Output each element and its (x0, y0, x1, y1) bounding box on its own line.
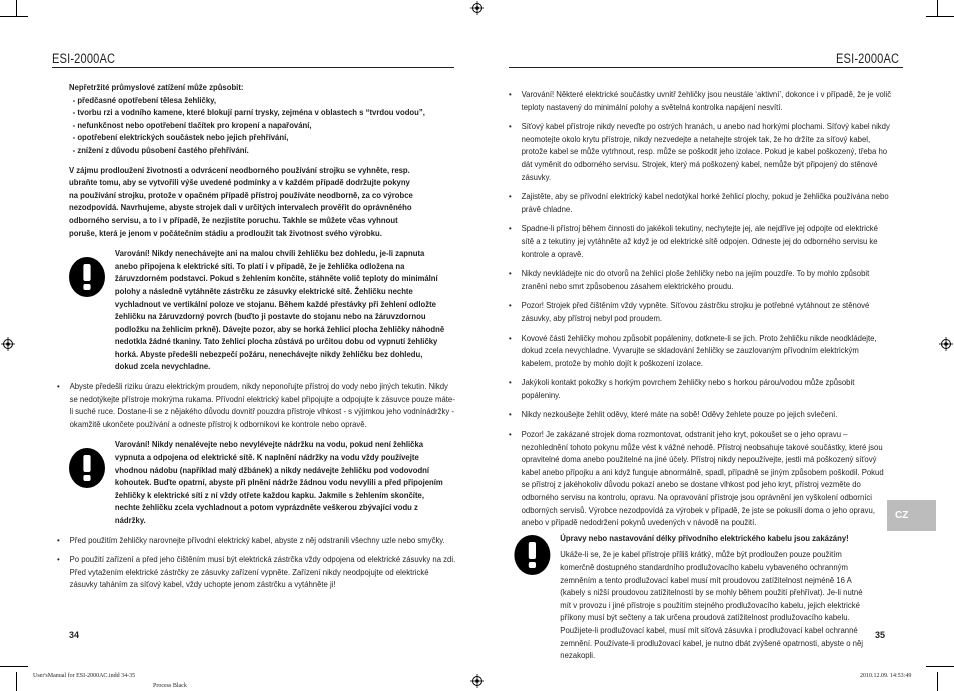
page-number-right: 35 (875, 630, 886, 640)
warning-exclamation-icon (69, 448, 105, 488)
crop-mark (0, 666, 28, 667)
bullet-item: • Po použití zařízení a před jeho čištěním musí být elektrická zástrčka vždy odpojena od elektrické zásuvky na zdi. Před vytažením elektrické zástrčky ze zásuvky zařízení vypněte. Zařízení nikdy neodpojujte od elektrické zásuvky taháním za síťový kabel, vždy uchopte jenom zástrčku a vytáhněte ji! (57, 553, 458, 591)
crop-mark (16, 672, 17, 691)
footer-color: Process Black (153, 683, 187, 689)
warning-exclamation-icon (69, 257, 105, 297)
bullet-item: • Zajistěte, aby se přívodní elektrický kabel nedotýkal horké žehlicí plochy, pokud je žehlička používána nebo právě chladne. (509, 190, 892, 215)
crop-mark (926, 16, 954, 17)
bullet-item: • Před použitím žehličky narovnejte přívodní elektrický kabel, abyste z něj odstranili všechny uzle nebo smyčky. (57, 534, 458, 547)
bullet-item: • Abyste předešli riziku úrazu elektrickým proudem, nikdy neponořujte přístroj do vody nebo jiných tekutin. Nikdy se nedotýkejte přístroje mokrýma rukama. Přívodní elektrický kabel připojujte a odpojujte k zásuvce pouze máte-li suché ruce. Dostane-li se z nějakého důvodu dovnitř pouzdra přístroje vlhkost - s výjimkou jeho vodnínádržky - okamžitě ukončete používání a odneste přístroj k odbornikovi ke kontrole nebo opravě. (57, 380, 458, 430)
header-rule-right (509, 67, 903, 68)
bullet-item: • Kovové části žehličky mohou způsobit popáleniny, dotknete-li se jich. Proto žehličku nikde neodkládejte, dokud zcela nevychladne. Vyvarujte se skladování žehličky se zauzlovaným přívodním elektrickým kabelem, protože by mohlo dojít k poškození izolace. (509, 332, 892, 370)
crop-mark (16, 0, 17, 16)
crop-mark (937, 0, 938, 16)
bullet-item: • Spadne-li přístroj během činnosti do jakékoli tekutiny, nechytejte jej, ale nejdříve jej odpojte od elektrické sítě a z tekutiny jej vytáhněte až když je od elektrické sítě odpojen. Odneste jej do odborného servisu ke kontrole a opravě. (509, 222, 892, 260)
bullet-item: • Pozor! Strojek před čištěním vždy vypněte. Síťovou zástrčku strojku je potřebné vytáhnout ze stěnové zásuvky, aby přístroj nebyl pod proudem. (509, 299, 892, 324)
warning-exclamation-icon (514, 535, 550, 575)
bullet-item: • Jakýkoli kontakt pokožky s horkým povrchem žehličky nebo s horkou párou/vodou může způsobit popáleniny. (509, 376, 892, 401)
registration-mark-icon (470, 674, 484, 688)
crop-mark (926, 666, 954, 667)
bullet-item: • Nikdy nevkládejte nic do otvorů na žehlicí ploše žehličky nebo na jejím pouzdře. To by mohlo způsobit zranění nebo smrt způsobenou zásahem elektrického proudu. (509, 267, 892, 292)
intro-item: - nefunkčnost nebo opotřebení tlačítek pro kropení a napařování, (72, 119, 312, 130)
bullet-item: • Síťový kabel přístroje nikdy neveďte po ostrých hranách, u anebo nad horkými plochami. Síťový kabel nikdy neomotejte okolo krytu přístroje, nikdy nezvedejte a netahejte strojek tak, že ho držíte za síťový kabel, protože kabel se může vytrhnout, resp. může se poškodit jeho izolace. Pokud je kabel poškozený, třeba ho dát vyměnit do odborného servisu. Strojek, který má poškozený kabel, nemůže být připojený do stěnové zásuvky. (509, 120, 892, 183)
warning-block (509, 532, 869, 662)
warning-block (69, 247, 447, 373)
language-tab: CZ (887, 500, 936, 531)
header-rule-left (52, 67, 454, 68)
crop-mark (0, 16, 28, 17)
warning-text: Ukáže-li se, že je kabel přístroje příliš krátký, může být prodloužen pouze použitím komerčně dostupného standardního prodlužovacího kabelu vybaveného ochranným zemněním a tento prodlužovací kabel musí mít proudovou zatížitelnost nejméně 16 A (kabely s nižší proudovou zatížitelností by se mohly během použití přehřívat). Je-li nutné mít v provozu i jiné přístroje s použitím stejného prodlužovacího kabelu, jejich elektrické příkony musí být sečteny a tak určena proudová zatížitelnost prodlužovacího kabelu. Použijete-li prodlužovací kabel, musí mít síťová zásuvka i prodlužovací kabel ochranné zemnění. Používate-li prodlužovací kabel, je nutno dbát zvýšené opatrnosti, abyste o něj nezakopli. (560, 549, 863, 661)
intro-title: Nepřetržité průmyslové zatížení může způsobit: (69, 82, 244, 92)
bullet-item: • Nikdy nezkoušejte žehlit oděvy, které máte na sobě! Oděvy žehlete pouze po jejich svlečení. (509, 408, 892, 421)
bullet-item: • Varování! Některé elektrické součástky uvnitř žehličky jsou neustále ‘aktivní’, dokonce i v případě, že je volič teploty nastavený do minimální polohy a světelná kontrolka napájení nesvítí. (509, 88, 892, 113)
header-model-right: ESI-2000AC (836, 51, 900, 66)
intro-item: - tvorbu rzi a vodního kamene, které blokují parní trysky, zejména v oblastech s “tvrdou vodou”, (72, 107, 425, 118)
header-model-left: ESI-2000AC (52, 51, 116, 66)
lifetime-paragraph: V zájmu prodloužení životnosti a odvrácení neodborného používání strojku se vyhněte, resp. ubraňte tomu, aby se vytvořili výše uvedené podmínky a v každém případě dodržujte pokyny na používání strojku, protože v opačném případě přístroj používáte neodborně, za co výrobce nezodpovídá. Navrhujeme, abyste strojek dali v určitých intervalech prověřit do oprávněného odborného servisu, a to i v případě, že nezjistíte poruchu. Takhle se můžete včas vyhnout poruše, která je jenom v počátečním stádiu a prodloužit tak životnost svého výrobku. (69, 164, 413, 238)
warning-block (69, 438, 447, 526)
footer-file: User'sManual for ESI-2000AC.indd 34-35 (33, 673, 136, 679)
intro-item: - opotřebení elektrických součástek nebo jejich přehřívání, (72, 132, 289, 143)
page-number-left: 34 (69, 630, 80, 640)
crop-mark (937, 672, 938, 691)
intro-item: - předčasné opotřebení tělesa žehličky, (72, 94, 217, 105)
intro-item: - znížení z důvodu působení častého přehřívání. (72, 144, 249, 155)
right-column (509, 81, 934, 662)
bullet-item: • Pozor! Je zakázané strojek doma rozmontovat, odstranit jeho kryt, pokoušet se o jeho opravu – nezohlednění tohoto pokynu může vést k vážné nehodě. Přístroj neobsahuje takové součástky, které jsou opravitelné doma anebo použitelné na jiné účely. Přístroj nikdy nepoužívejte, jestli má poškozený síťový kabel anebo přípojku a ani když funguje abnormálně, spadl, případně se jiným způsobem poškodil. Pokud se přístroj z jakéhokoliv důvodu pokazí anebo se dostane vlhkost pod jeho kryt, přístroj vezměte do odborného servisu na kontrolu, opravu. Na opravování přístroje jsou oprávnění jen vyškolení odborníci odborných servisů. Výrobce nezodpovídá za výrobek v případě, že jste se pokusili doma o jeho opravu, anebo v případě nedodržení pokynů uvedených v návodě na použití. (509, 428, 892, 529)
warning-text: Varování! Nikdy nenechávejte ani na malou chvíli žehličku bez dohledu, je-li zapnuta anebo připojena k elektrické síti. To platí i v případě, že je žehlička odložena na žáruvzdorném podstavci. Pokud s žehlením končíte, stáhněte volič teploty do minimální polohy a následně vytáhněte zástrčku ze zásuvky elektrické sítě. Žehličku nechte vychladnout ve vertikální poloze ve stojanu. Během každé přestávky při žehlení odložte žehličku na žáruvzdorný povrch (buďto ji postavte do stojanu nebo na žáruvzdornou podložku na žehlicím prkně). Dávejte pozor, aby se horká žehlicí plocha žehličky náhodně nedotkla žádné tkaniny. Tato žehlicí plocha zůstává po určitou dobu od vypnutí žehličky horká. Abyste předešli nebezpečí požáru, nenechávejte nikdy žehličku bez dohledu, dokud zcela nevychladne. (114, 248, 445, 372)
registration-mark-icon (470, 1, 484, 15)
footer-date: 2010.12.09. 14:53:49 (860, 673, 912, 679)
registration-mark-icon (1, 337, 15, 351)
registration-mark-icon (939, 337, 953, 351)
left-column (69, 81, 489, 591)
warning-title: Úpravy nebo nastavování délky přívodního elektrického kabelu jsou zakázány! (560, 532, 849, 543)
warning-text: Varování! Nikdy nenalévejte nebo nevylévejte nádržku na vodu, pokud není žehlička vypnuta a odpojena od elektrické sítě. K naplnění nádržky na vodu vždy používejte vhodnou nádobu (například malý džbánek) a nikdy nedávejte žehličku pod vodovodní kohoutek. Buďte opatrní, abyste při plnění nádrže žádnou vodu nevylili a před připojením žehličky k elektrické síti z ní vždy otřete každou kapku. Jakmile s žehlením skončíte, nechte žehličku zcela vychladnout a potom vyprázdněte veškerou zbývající vodu z nádržky. (114, 439, 443, 525)
